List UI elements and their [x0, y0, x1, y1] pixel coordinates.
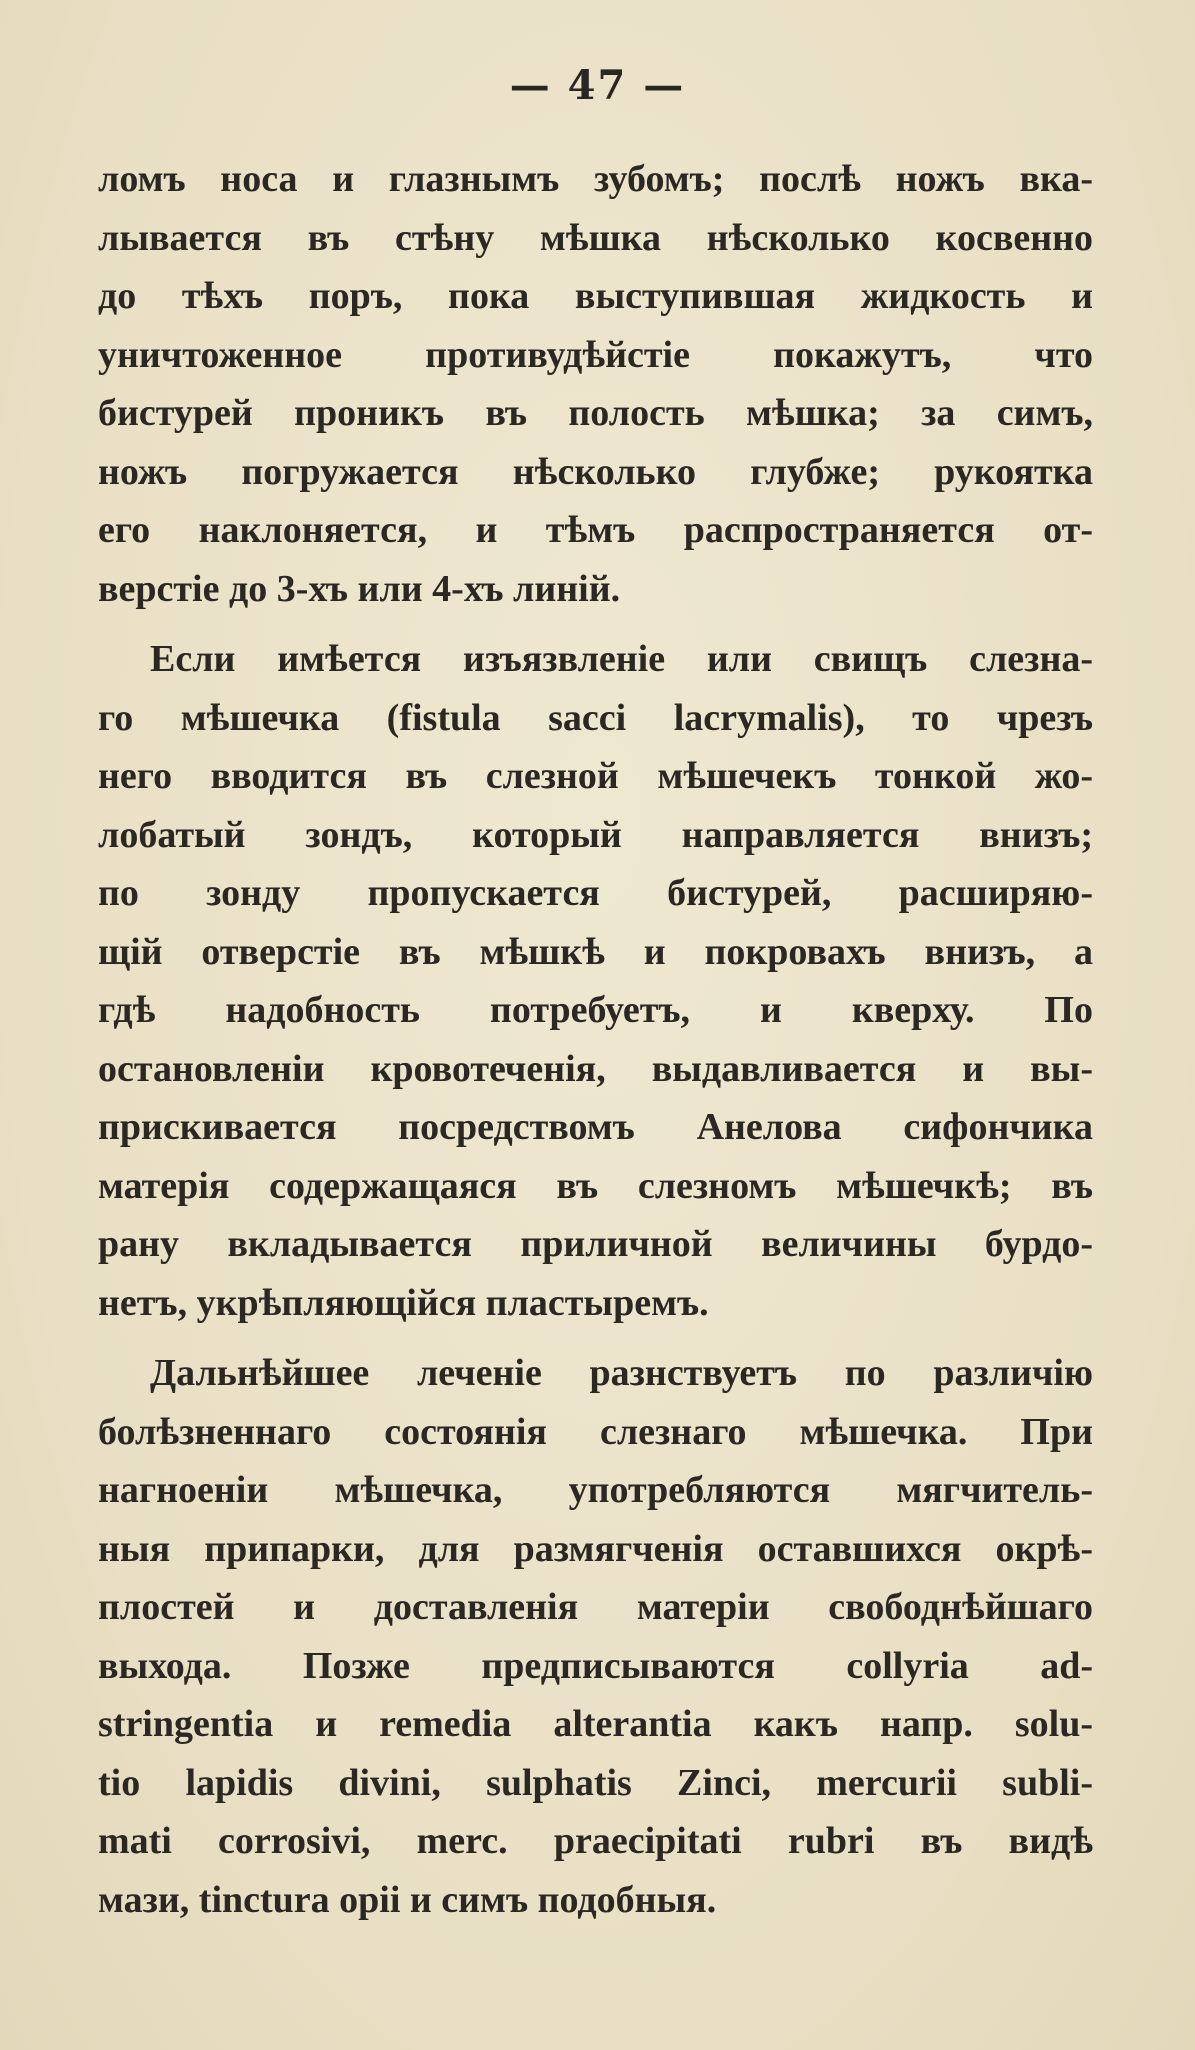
text-line: рану вкладывается приличной величины бурдо-: [98, 1223, 1093, 1265]
paragraph-2: [98, 630, 1093, 1332]
text-line: бистурей проникъ въ полость мѣшка; за симъ,: [98, 392, 1093, 434]
text-line: го мѣшечка (fistula sacci lacrymalis), то чрезъ: [98, 696, 1093, 739]
text-line: Дальнѣйшее леченіе разнствуетъ по различію: [150, 1352, 1093, 1394]
text-line: ломъ носа и глазнымъ зубомъ; послѣ ножъ вка-: [98, 158, 1093, 200]
text-line: ножъ погружается нѣсколько глубже; рукоятка: [98, 450, 1093, 493]
page-number: — 47 —: [509, 62, 686, 109]
text-line: него вводится въ слезной мѣшечекъ тонкой жо-: [98, 755, 1093, 797]
text-line: stringentia и remedia alterantia какъ напр. solu-: [98, 1703, 1093, 1745]
paragraph-1: [98, 150, 1093, 618]
paragraph-3: [98, 1344, 1093, 1929]
text-line: верстіе до 3-хъ или 4-хъ линій.: [98, 567, 621, 610]
text-line: его наклоняется, и тѣмъ распространяется от-: [98, 509, 1093, 551]
text-line: лывается въ стѣну мѣшка нѣсколько косвенно: [98, 216, 1093, 259]
text-line: уничтоженное противудѣйстіе покажутъ, что: [98, 333, 1093, 376]
text-line: до тѣхъ поръ, пока выступившая жидкость и: [98, 275, 1093, 317]
body-text: [98, 150, 1093, 1941]
text-line: гдѣ надобность потребуетъ, и кверху. По: [98, 989, 1093, 1031]
text-line: матерія содержащаяся въ слезномъ мѣшечкѣ; въ: [98, 1164, 1093, 1207]
text-line: нетъ, укрѣпляющійся пластыремъ.: [98, 1281, 709, 1324]
text-line: выхода. Позже предписываются collyria ad-: [98, 1644, 1093, 1687]
text-line: mati corrosivi, merc. praecipitati rubri въ видѣ: [98, 1820, 1093, 1862]
text-line: мази, tinctura opii и симъ подобныя.: [98, 1878, 717, 1921]
text-line: Если имѣется изъязвленіе или свищъ слезна-: [150, 638, 1093, 680]
text-line: прискивается посредствомъ Анелова сифончика: [98, 1106, 1093, 1148]
text-line: tio lapidis divini, sulphatis Zinci, mercurii subli-: [98, 1761, 1093, 1804]
text-line: нагноеніи мѣшечка, употребляются мягчитель-: [98, 1469, 1093, 1511]
text-line: щій отверстіе въ мѣшкѣ и покровахъ внизъ, а: [98, 930, 1093, 973]
text-line: лобатый зондъ, который направляется внизъ;: [98, 813, 1093, 856]
text-line: плостей и доставленія матеріи свободнѣйшаго: [98, 1586, 1093, 1628]
text-line: болѣзненнаго состоянія слезнаго мѣшечка. При: [98, 1410, 1093, 1453]
text-line: остановленіи кровотеченія, выдавливается и вы-: [98, 1047, 1093, 1090]
text-line: по зонду пропускается бистурей, расширяю-: [98, 872, 1093, 914]
text-line: ныя припарки, для размягченія оставшихся окрѣ-: [98, 1527, 1093, 1570]
